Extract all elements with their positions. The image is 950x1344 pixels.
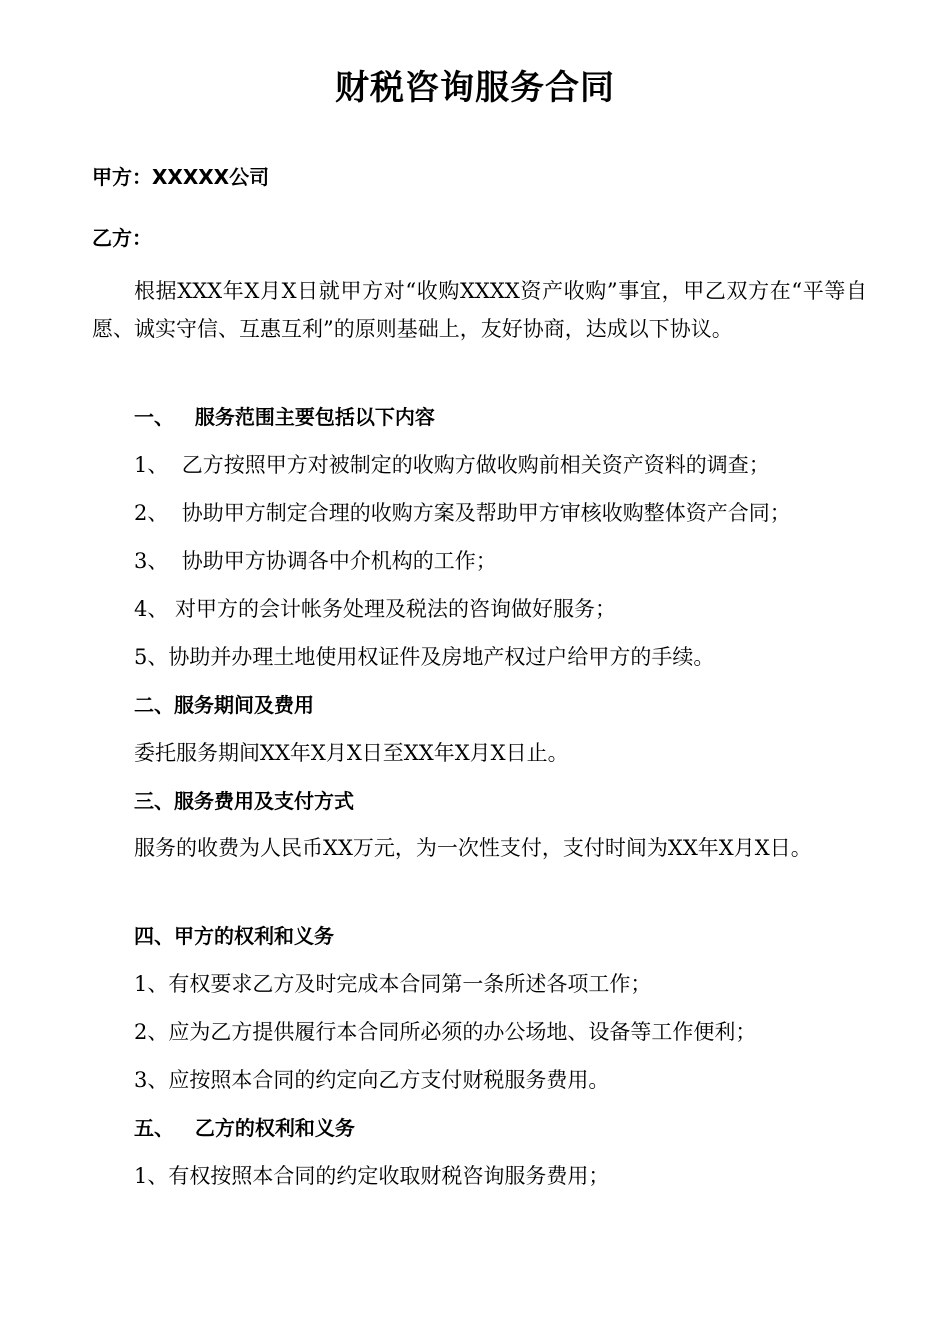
party-b-line: 乙方： xyxy=(92,226,152,250)
section-1-heading: 一、 服务范围主要包括以下内容 xyxy=(134,405,435,429)
intro-paragraph: 根据XXX年X月X日就甲方对“收购XXXX资产收购”事宜，甲乙双方在“平等自愿、诚实守信、互惠互利”的原则基础上，友好协商，达成以下协议。 xyxy=(92,279,867,341)
section-4-item: 3、应按照本合同的约定向乙方支付财税服务费用。 xyxy=(134,1068,610,1092)
section-1-item: 5、协助并办理土地使用权证件及房地产权过户给甲方的手续。 xyxy=(134,645,715,669)
section-1-item: 4、 对甲方的会计帐务处理及税法的咨询做好服务； xyxy=(134,597,617,621)
section-5-heading: 五、 乙方的权利和义务 xyxy=(134,1116,355,1140)
section-4-heading: 四、甲方的权利和义务 xyxy=(134,924,334,948)
section-1-item: 1、 乙方按照甲方对被制定的收购方做收购前相关资产资料的调查； xyxy=(134,453,770,477)
section-4-item: 2、应为乙方提供履行本合同所必须的办公场地、设备等工作便利； xyxy=(134,1020,757,1044)
section-1-item: 3、 协助甲方协调各中介机构的工作； xyxy=(134,549,497,573)
section-3-text: 服务的收费为人民币XX万元，为一次性支付，支付时间为XX年X月X日。 xyxy=(134,836,812,860)
section-2-heading: 二、服务期间及费用 xyxy=(134,693,314,717)
document-title: 财税咨询服务合同 xyxy=(335,68,615,108)
section-5-item: 1、有权按照本合同的约定收取财税咨询服务费用； xyxy=(134,1164,610,1188)
section-3-heading: 三、服务费用及支付方式 xyxy=(134,789,354,813)
party-a-line: 甲方：XXXXX公司 xyxy=(92,165,270,189)
section-4-item: 1、有权要求乙方及时完成本合同第一条所述各项工作； xyxy=(134,972,652,996)
section-2-text: 委托服务期间XX年X月X日至XX年X月X日止。 xyxy=(134,741,569,765)
section-1-item: 2、 协助甲方制定合理的收购方案及帮助甲方审核收购整体资产合同； xyxy=(134,501,791,525)
